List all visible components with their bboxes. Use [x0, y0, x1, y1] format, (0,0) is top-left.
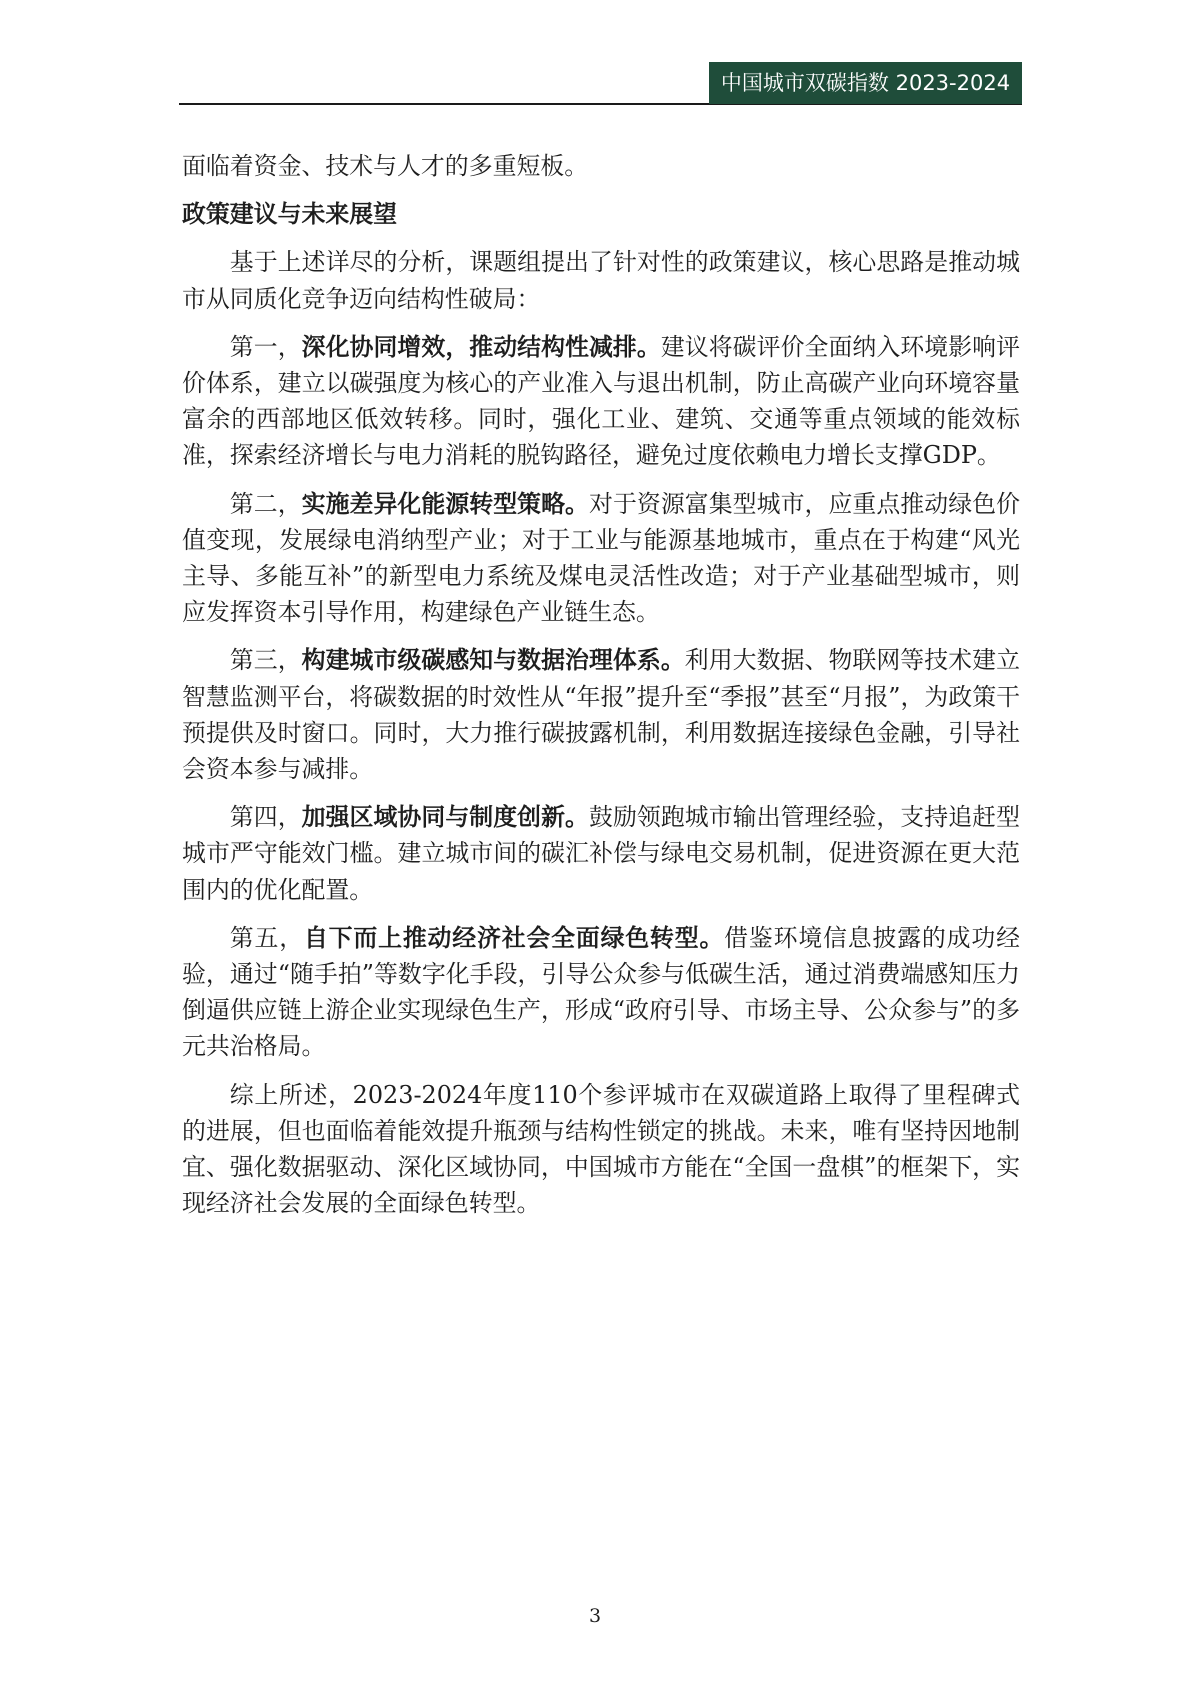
recommendation-1	[182, 329, 1020, 474]
recommendation-prefix: 第五，	[229, 923, 304, 952]
recommendation-text: 建议将碳评价全面纳入环境影响评价体系，建立以碳强度为核心的产业准入与退出机制，防止高碳产业向环境容量富余的西部地区低效转移。同时，强化工业、建筑、交通等重点领域的能效标准，探索经济增长与电力消耗的脱钩路径，避免过度依赖电力增长支撑GDP。	[182, 332, 1020, 470]
recommendation-title: 加强区域协同与制度创新。	[301, 803, 589, 832]
recommendation-text: 对于资源富集型城市，应重点推动绿色价值变现，发展绿电消纳型产业；对于工业与能源基地城市，重点在于构建“风光主导、多能互补”的新型电力系统及煤电灵活性改造；对于产业基础型城市，则应发挥资本引导作用，构建绿色产业链生态。	[182, 489, 1020, 627]
recommendation-text: 利用大数据、物联网等技术建立智慧监测平台，将碳数据的时效性从“年报”提升至“季报”甚至“月报”，为政策干预提供及时窗口。同时，大力推行碳披露机制，利用数据连接绿色金融，引导社会资本参与减排。	[182, 646, 1020, 784]
recommendation-title: 实施差异化能源转型策略。	[301, 489, 589, 518]
section-heading: 政策建议与未来展望	[182, 200, 398, 229]
continuation-paragraph: 面临着资金、技术与人才的多重短板。	[182, 152, 589, 180]
recommendation-3	[182, 642, 1020, 787]
intro-paragraph: 基于上述详尽的分析，课题组提出了针对性的政策建议，核心思路是推动城市从同质化竞争迈向结构性破局：	[182, 248, 1020, 313]
recommendation-prefix: 第二，	[229, 489, 302, 518]
recommendation-text: 鼓励领跑城市输出管理经验，支持追赶型城市严守能效门槛。建立城市间的碳汇补偿与绿电交易机制，促进资源在更大范围内的优化配置。	[182, 803, 1020, 904]
recommendation-4	[182, 799, 1020, 908]
running-header: 中国城市双碳指数 2023-2024	[709, 62, 1022, 104]
conclusion-paragraph: 综上所述，2023-2024年度110个参评城市在双碳道路上取得了里程碑式的进展，但也面临着能效提升瓶颈与结构性锁定的挑战。未来，唯有坚持因地制宜、强化数据驱动、深化区域协同，中国城市方能在“全国一盘棋”的框架下，实现经济社会发展的全面绿色转型。	[182, 1080, 1020, 1218]
recommendation-prefix: 第三，	[229, 646, 302, 675]
recommendation-title: 构建城市级碳感知与数据治理体系。	[301, 646, 685, 675]
recommendation-title: 自下而上推动经济社会全面绿色转型。	[303, 923, 725, 952]
page-number: 3	[588, 1605, 602, 1627]
recommendation-text: 借鉴环境信息披露的成功经验，通过“随手拍”等数字化手段，引导公众参与低碳生活，通过消费端感知压力倒逼供应链上游企业实现绿色生产，形成“政府引导、市场主导、公众参与”的多元共治格局。	[182, 923, 1020, 1061]
recommendation-2	[182, 486, 1020, 631]
recommendation-prefix: 第四，	[229, 803, 302, 832]
page-body	[182, 148, 1020, 1233]
recommendation-5	[182, 920, 1020, 1065]
recommendation-prefix: 第一，	[229, 332, 302, 361]
recommendation-title: 深化协同增效，推动结构性减排。	[301, 332, 661, 361]
